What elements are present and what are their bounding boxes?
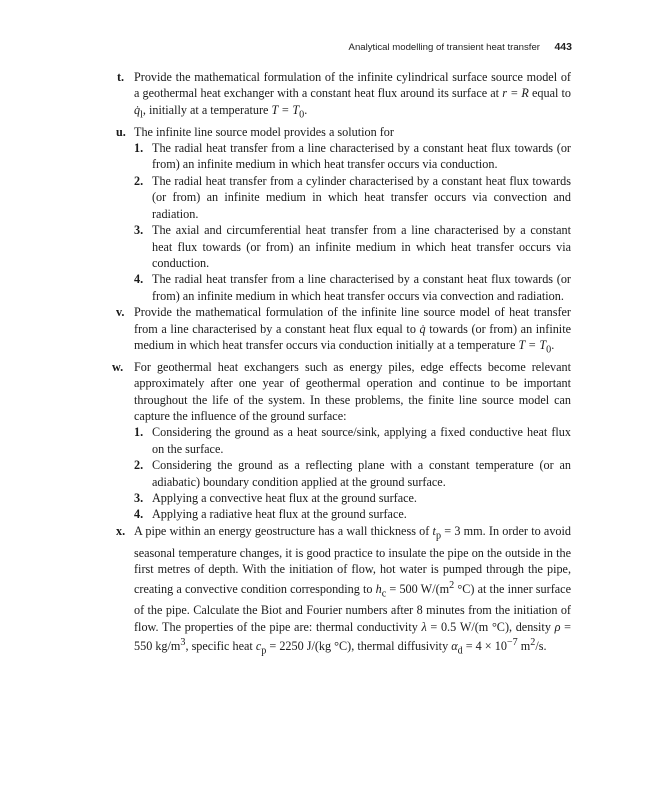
option-number: 4. — [134, 272, 144, 287]
option-1 — [134, 424, 571, 457]
exercise-w — [112, 359, 571, 523]
math-value: = 2250 J/(kg °C) — [266, 639, 352, 654]
math-subscript: p — [435, 530, 442, 542]
math-conductivity: λ — [421, 619, 427, 634]
exercise-text: Provide the mathematical formulation of the infinite line source model of heat transfer from a line characterised by a constant heat flux equal to — [134, 305, 571, 336]
exercise-text: . In order to avoid seasonal temperature changes, it is good practice to insulate the pipe on the outside in the first metres of depth. With the initiation of flow, hot water is pumped through the pipe, creating a convective condition corresponding to — [134, 523, 571, 596]
math-subscript: l — [140, 109, 143, 121]
exercise-t: t. Provide the mathematical formulation of the infinite cylindrical surface source model of a geothermal heat exchanger with a constant heat flux around its surface at r = R equal to $q̇_l$, initially at a temperature $T = T_0$. — [117, 70, 571, 121]
math-value: = 500 W/(m — [386, 581, 450, 596]
option-text: Considering the ground as a reflecting plane with a constant temperature (or an adiabatic) boundary condition applied at the ground surface. — [152, 458, 571, 489]
math-specific-heat: c — [255, 639, 262, 654]
exercise-text: at the inner surface of the pipe. Calculate the Biot and Fourier numbers after 8 minutes from the initiation of flow. The properties of the pipe are: thermal conductivity — [134, 581, 571, 634]
exercise-marker: w. — [112, 359, 124, 374]
option-number: 2. — [134, 173, 144, 188]
exercise-text: , initially at a temperature — [142, 102, 272, 117]
math-subscript: p — [261, 645, 267, 657]
math-convection-coefficient: h — [375, 581, 382, 596]
exercise-text: A pipe within an energy geostructure has a wall thickness of — [134, 523, 433, 538]
option-text: Considering the ground as a heat source/sink, applying a fixed conductive heat flux on the surface. — [152, 425, 571, 456]
math-q: q̇ — [134, 102, 141, 117]
exercise-text: Provide the mathematical formulation of the infinite cylindrical surface source model of a geothermal heat exchanger with a constant heat flux around its surface at — [134, 70, 571, 101]
math-subscript: 0 — [299, 109, 305, 121]
option-text: Applying a convective heat flux at the ground surface. — [152, 491, 417, 506]
math-value: = 550 kg/m — [134, 619, 571, 654]
exercise-marker: v. — [116, 305, 125, 320]
exercise-v: v. Provide the mathematical formulation of the infinite line source model of heat transfer from a line characterised by a constant heat flux equal to q̇ towards (or from) an infinite medium in which heat transfer occurs via conduction initially at a temperature $T = T_0$. — [116, 305, 571, 356]
exercise-x — [116, 523, 571, 660]
math-value: /s. — [535, 639, 547, 654]
exercise-intro: For geothermal heat exchangers such as energy piles, edge effects become relevant approximately after one year of geothermal operation and continue to be important throughout the life of the system. In these problems, the finite line source model can capture the influence of the ground surface: — [134, 359, 571, 423]
math-temperature: T = T — [271, 102, 300, 117]
exercise-text: equal to — [528, 86, 571, 101]
exercise-intro: The infinite line source model provides a solution for — [134, 124, 394, 139]
option-3 — [134, 222, 571, 271]
math-subscript: d — [457, 645, 463, 657]
exercise-u — [116, 124, 571, 304]
math-subscript: 0 — [546, 344, 552, 356]
option-2 — [134, 173, 571, 222]
option-number: 4. — [134, 507, 144, 522]
math-superscript: −7 — [506, 637, 518, 649]
page-number: 443 — [554, 41, 572, 53]
math-subscript: c — [381, 588, 387, 599]
running-header — [116, 42, 572, 56]
math-value: = 0.5 W/(m °C) — [426, 619, 509, 634]
math-value: = 3 mm — [441, 523, 483, 538]
option-number: 1. — [134, 425, 144, 440]
math-superscript: 3 — [180, 637, 186, 649]
option-number: 3. — [134, 491, 144, 506]
exercise-text: , density — [509, 619, 555, 634]
math-temperature: T = T — [518, 337, 547, 352]
exercise-text: , thermal diffusivity — [351, 639, 452, 654]
option-number: 3. — [134, 223, 144, 238]
math-q: q̇ — [419, 321, 426, 336]
math-superscript: 2 — [449, 579, 455, 591]
option-text: The radial heat transfer from a cylinder characterised by a constant heat flux towards (or from) an infinite medium in which heat transfer occurs via convection and radiation. — [152, 173, 571, 221]
exercise-list — [112, 69, 571, 660]
option-3 — [134, 490, 571, 506]
math-superscript: 2 — [530, 637, 536, 649]
option-number: 1. — [134, 141, 144, 156]
option-2 — [134, 457, 571, 490]
exercise-marker: x. — [116, 523, 126, 538]
math-value: m — [517, 639, 531, 654]
option-text: The radial heat transfer from a line characterised by a constant heat flux towards (or from) an infinite medium in which heat transfer occurs via convection and radiation. — [152, 272, 571, 303]
math-value: = 4 × 10 — [462, 639, 507, 654]
exercise-marker: u. — [116, 124, 126, 139]
option-1 — [134, 140, 571, 173]
option-text: The axial and circumferential heat transfer from a line characterised by a constant heat flux towards (or from) an infinite medium in which heat transfer occurs via conduction. — [152, 223, 571, 270]
math-value: °C) — [454, 581, 475, 596]
running-header-title: Analytical modelling of transient heat transfer — [348, 42, 540, 53]
option-4 — [134, 506, 571, 522]
exercise-marker: t. — [117, 70, 125, 84]
exercise-text: towards (or from) an infinite medium in which heat transfer occurs via conduction initially at a temperature — [134, 321, 571, 352]
exercise-text: , specific heat — [185, 639, 256, 654]
math-diffusivity: α — [451, 639, 458, 654]
math-r: r = R — [502, 86, 529, 101]
option-number: 2. — [134, 458, 144, 473]
math-density: ρ — [554, 619, 561, 634]
option-text: Applying a radiative heat flux at the ground surface. — [152, 507, 407, 522]
option-4 — [134, 271, 571, 304]
math-wall-thickness: t — [432, 523, 436, 538]
option-text: The radial heat transfer from a line characterised by a constant heat flux towards (or from) an infinite medium in which heat transfer occurs via conduction. — [152, 141, 571, 172]
